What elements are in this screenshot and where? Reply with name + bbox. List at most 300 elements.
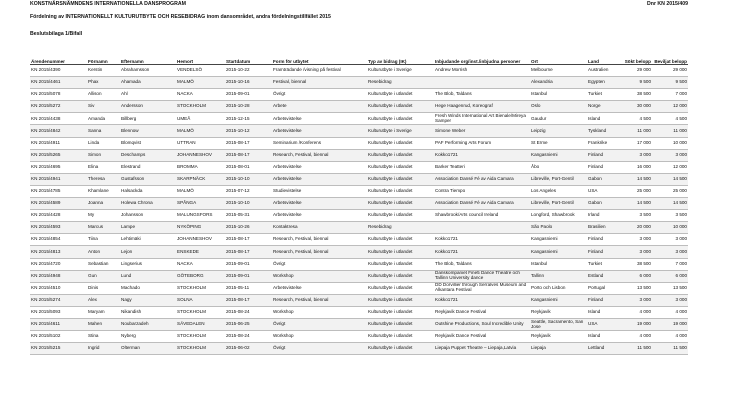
cell-efternamn: Lingserius bbox=[120, 258, 176, 270]
cell-efternamn: Billberg bbox=[120, 113, 176, 125]
cell-ort: Reykjavik bbox=[530, 331, 587, 343]
cell-ort: Kangasniemi bbox=[530, 149, 587, 161]
cell-fornamn: Gun bbox=[87, 270, 120, 282]
cell-beviljat: 3 000 bbox=[652, 246, 688, 258]
cell-startdatum: 2015-09-01 bbox=[225, 89, 272, 101]
cell-startdatum: 2015-08-17 bbox=[225, 149, 272, 161]
table-row bbox=[30, 198, 688, 210]
cell-beviljat: 12 000 bbox=[652, 101, 688, 113]
cell-inbjudande: The Blob, Taldans bbox=[434, 258, 530, 270]
table-row bbox=[30, 77, 688, 89]
cell-sokt: 11 500 bbox=[616, 343, 652, 355]
cell-sokt: 9 500 bbox=[616, 77, 652, 89]
cell-sokt: 3 000 bbox=[616, 149, 652, 161]
cell-efternamn: Ahamada bbox=[120, 77, 176, 89]
cell-arendenummer: KN 2015/4589 bbox=[30, 198, 87, 210]
cell-form: Arbetsvistelse bbox=[272, 161, 367, 173]
cell-sokt: 4 500 bbox=[616, 113, 652, 125]
col-header-arendenummer: Ärendenummer bbox=[30, 49, 87, 65]
cell-efternamn: Lampe bbox=[120, 222, 176, 234]
cell-sokt: 11 000 bbox=[616, 125, 652, 137]
cell-ort: Istanbul bbox=[530, 89, 587, 101]
cell-ort: Melbourne bbox=[530, 65, 587, 77]
cell-form: Arbetsvistelse bbox=[272, 173, 367, 185]
cell-form: Övrigt bbox=[272, 343, 367, 355]
cell-land: Island bbox=[587, 306, 616, 318]
cell-beviljat: 3 500 bbox=[652, 210, 688, 222]
table-row bbox=[30, 318, 688, 330]
table-row bbox=[30, 246, 688, 258]
cell-arendenummer: KN 2015/4948 bbox=[30, 270, 87, 282]
cell-arendenummer: KN 2015/4593 bbox=[30, 222, 87, 234]
cell-inbjudande: Association Dansé Fé av Aida Camara bbox=[434, 173, 530, 185]
table-row bbox=[30, 282, 688, 294]
cell-efternamn: Lund bbox=[120, 270, 176, 282]
cell-hemort: SOLNA bbox=[176, 294, 225, 306]
cell-hemort: BROMMA bbox=[176, 161, 225, 173]
cell-efternamn: Machado bbox=[120, 282, 176, 294]
cell-land: Lettland bbox=[587, 343, 616, 355]
cell-hemort: SKARPNÄCK bbox=[176, 173, 225, 185]
table-row bbox=[30, 270, 688, 282]
cell-sokt: 19 000 bbox=[616, 318, 652, 330]
col-header-land: Land bbox=[587, 49, 616, 65]
cell-inbjudande: Fresh Winds International Art Bienale/Mireya Samper bbox=[434, 113, 530, 125]
cell-typ: Kulturutbyte i utlandet bbox=[367, 161, 434, 173]
cell-ort: Liepaja bbox=[530, 343, 587, 355]
cell-typ: Kulturutbyte i utlandet bbox=[367, 282, 434, 294]
cell-startdatum: 2015-08-24 bbox=[225, 306, 272, 318]
cell-typ: Kulturutbyte i utlandet bbox=[367, 343, 434, 355]
cell-hemort: NACKA bbox=[176, 258, 225, 270]
cell-efternamn: Lehtimäki bbox=[120, 234, 176, 246]
cell-arendenummer: KN 2015/4785 bbox=[30, 185, 87, 197]
cell-land: Finland bbox=[587, 294, 616, 306]
cell-startdatum: 2015-10-10 bbox=[225, 173, 272, 185]
table-row bbox=[30, 185, 688, 197]
cell-inbjudande: Barker Teatteri bbox=[434, 161, 530, 173]
cell-ort: Los Angeles bbox=[530, 185, 587, 197]
cell-ort: Kangasniemi bbox=[530, 234, 587, 246]
cell-land: Finland bbox=[587, 161, 616, 173]
cell-beviljat: 9 500 bbox=[652, 77, 688, 89]
cell-sokt: 3 000 bbox=[616, 234, 652, 246]
cell-land: Turkiet bbox=[587, 258, 616, 270]
cell-form: Arbetsvistelse bbox=[272, 125, 367, 137]
cell-fornamn: Dinis bbox=[87, 282, 120, 294]
cell-fornamn: Joanna bbox=[87, 198, 120, 210]
cell-startdatum: 2015-08-24 bbox=[225, 331, 272, 343]
cell-typ: Resebidrag bbox=[367, 222, 434, 234]
cell-form: Övrigt bbox=[272, 318, 367, 330]
cell-inbjudande: Hege Haagenrud, Koreograf bbox=[434, 101, 530, 113]
cell-efternamn: Blomqvist bbox=[120, 137, 176, 149]
cell-ort: Tallinn bbox=[530, 270, 587, 282]
cell-form: Research, Festival, biennal bbox=[272, 149, 367, 161]
cell-startdatum: 2015-10-22 bbox=[225, 65, 272, 77]
cell-startdatum: 2015-05-31 bbox=[225, 210, 272, 222]
col-header-startdatum: Startdatum bbox=[225, 49, 272, 65]
cell-startdatum: 2015-05-11 bbox=[225, 282, 272, 294]
table-row bbox=[30, 222, 688, 234]
cell-form: Seminarium /Konferens bbox=[272, 137, 367, 149]
cell-arendenummer: KN 2015/5274 bbox=[30, 294, 87, 306]
cell-sokt: 29 000 bbox=[616, 65, 652, 77]
cell-form: Research, Festival, biennal bbox=[272, 234, 367, 246]
cell-form: Arbetsvistelse bbox=[272, 282, 367, 294]
cell-startdatum: 2015-06-02 bbox=[225, 343, 272, 355]
cell-hemort: UMEÅ bbox=[176, 113, 225, 125]
cell-beviljat: 3 000 bbox=[652, 149, 688, 161]
cell-arendenummer: KN 2015/5272 bbox=[30, 101, 87, 113]
cell-land: Finland bbox=[587, 234, 616, 246]
cell-inbjudande: Andrew Morrish bbox=[434, 65, 530, 77]
cell-typ: Kulturutbyte i utlandet bbox=[367, 331, 434, 343]
table-row bbox=[30, 65, 688, 77]
cell-typ: Kulturutbyte i utlandet bbox=[367, 185, 434, 197]
cell-beviljat: 13 500 bbox=[652, 282, 688, 294]
cell-sokt: 6 000 bbox=[616, 270, 652, 282]
cell-land: Finland bbox=[587, 149, 616, 161]
cell-startdatum: 2015-06-25 bbox=[225, 318, 272, 330]
cell-typ: Kulturutbyte i utlandet bbox=[367, 89, 434, 101]
cell-fornamn: Sanna bbox=[87, 125, 120, 137]
cell-land: Egypten bbox=[587, 77, 616, 89]
table-row bbox=[30, 125, 688, 137]
cell-startdatum: 2015-08-17 bbox=[225, 246, 272, 258]
cell-form: Workshop bbox=[272, 306, 367, 318]
cell-land: Brasilien bbox=[587, 222, 616, 234]
cell-ort: Seattle, Sacramento, San Jose bbox=[530, 318, 587, 330]
cell-sokt: 30 000 bbox=[616, 101, 652, 113]
cell-ort: Alexandria bbox=[530, 77, 587, 89]
cell-beviljat: 29 000 bbox=[652, 65, 688, 77]
cell-beviljat: 4 000 bbox=[652, 331, 688, 343]
cell-typ: Kulturutbyte i Sverige bbox=[367, 125, 434, 137]
cell-typ: Kulturutbyte i utlandet bbox=[367, 294, 434, 306]
cell-startdatum: 2015-10-26 bbox=[225, 222, 272, 234]
cell-form: Övrigt bbox=[272, 258, 367, 270]
cell-fornamn: Maryam bbox=[87, 306, 120, 318]
col-header-hemort: Hemort bbox=[176, 49, 225, 65]
cell-ort: São Paolo bbox=[530, 222, 587, 234]
col-header-inbjudande: Inbjudande org/inst./inbjudna personer bbox=[434, 49, 530, 65]
cell-hemort: SÄVEDALEN bbox=[176, 318, 225, 330]
document-subtitle: Fördelning av INTERNATIONELLT KULTURUTBYTE OCH RESEBIDRAG inom dansområdet, andra fördelningstillfället 2015 bbox=[30, 14, 331, 20]
cell-arendenummer: KN 2015/4813 bbox=[30, 246, 87, 258]
cell-efternamn: Nagy bbox=[120, 294, 176, 306]
cell-fornamn: Ingrid bbox=[87, 343, 120, 355]
cell-form: Festival, biennal bbox=[272, 77, 367, 89]
cell-typ: Resebidrag bbox=[367, 77, 434, 89]
cell-form: Arbetsvistelse bbox=[272, 113, 367, 125]
cell-sokt: 13 500 bbox=[616, 282, 652, 294]
grants-table bbox=[30, 49, 688, 355]
cell-inbjudande bbox=[434, 222, 530, 234]
cell-efternamn: Olterman bbox=[120, 343, 176, 355]
cell-typ: Kulturutbyte i Sverige bbox=[367, 65, 434, 77]
cell-ort: Oslo bbox=[530, 101, 587, 113]
cell-efternamn: Abrahamsson bbox=[120, 65, 176, 77]
cell-ort: Åbo bbox=[530, 161, 587, 173]
cell-beviljat: 4 000 bbox=[652, 306, 688, 318]
cell-beviljat: 10 000 bbox=[652, 137, 688, 149]
cell-hemort: NACKA bbox=[176, 89, 225, 101]
cell-efternamn: Deschamps bbox=[120, 149, 176, 161]
cell-typ: Kulturutbyte i utlandet bbox=[367, 306, 434, 318]
cell-beviljat: 4 500 bbox=[652, 113, 688, 125]
cell-beviljat: 25 000 bbox=[652, 185, 688, 197]
cell-arendenummer: KN 2015/4611 bbox=[30, 318, 87, 330]
cell-land: Gabon bbox=[587, 173, 616, 185]
cell-land: USA bbox=[587, 318, 616, 330]
cell-arendenummer: KN 2015/4438 bbox=[30, 113, 87, 125]
cell-typ: Kulturutbyte i utlandet bbox=[367, 149, 434, 161]
cell-inbjudande: Simone Weber bbox=[434, 125, 530, 137]
cell-land: Finland bbox=[587, 246, 616, 258]
cell-efternamn: Elestrand bbox=[120, 161, 176, 173]
col-header-efternamn: Efternamn bbox=[120, 49, 176, 65]
cell-arendenummer: KN 2015/5102 bbox=[30, 331, 87, 343]
cell-arendenummer: KN 2015/4461 bbox=[30, 77, 87, 89]
cell-arendenummer: KN 2015/4720 bbox=[30, 258, 87, 270]
cell-fornamn: Elina bbox=[87, 161, 120, 173]
cell-inbjudande: Reykjavik Dance Festival bbox=[434, 306, 530, 318]
cell-inbjudande: PAF Performing Arts Forum bbox=[434, 137, 530, 149]
cell-startdatum: 2015-12-15 bbox=[225, 113, 272, 125]
cell-inbjudande: Danskompaniet Fine5 Dance Theatre och Tallinn University dance bbox=[434, 270, 530, 282]
cell-sokt: 25 000 bbox=[616, 185, 652, 197]
cell-sokt: 3 000 bbox=[616, 294, 652, 306]
cell-startdatum: 2015-10-12 bbox=[225, 125, 272, 137]
cell-hemort: STOCKHOLM bbox=[176, 331, 225, 343]
cell-hemort: MALMÖ bbox=[176, 185, 225, 197]
cell-fornamn: Anton bbox=[87, 246, 120, 258]
cell-land: Island bbox=[587, 331, 616, 343]
cell-beviljat: 14 500 bbox=[652, 173, 688, 185]
cell-land: Portugal bbox=[587, 282, 616, 294]
table-row bbox=[30, 234, 688, 246]
cell-ort: Reykjavik bbox=[530, 306, 587, 318]
cell-hemort: ENSKEDE bbox=[176, 246, 225, 258]
cell-ort: Kangasniemi bbox=[530, 246, 587, 258]
cell-efternamn: Blennow bbox=[120, 125, 176, 137]
table-header-row bbox=[30, 49, 688, 65]
cell-hemort: MALMÖ bbox=[176, 77, 225, 89]
table-row bbox=[30, 89, 688, 101]
cell-startdatum: 2015-10-16 bbox=[225, 77, 272, 89]
table-row bbox=[30, 113, 688, 125]
cell-fornamn: Allison bbox=[87, 89, 120, 101]
cell-form: Arbetsvistelse bbox=[272, 198, 367, 210]
cell-efternamn: Ahl bbox=[120, 89, 176, 101]
cell-typ: Kulturutbyte i utlandet bbox=[367, 101, 434, 113]
cell-land: USA bbox=[587, 185, 616, 197]
cell-inbjudande: Kokko1721 bbox=[434, 234, 530, 246]
cell-fornamn: Khamlane bbox=[87, 185, 120, 197]
table-row bbox=[30, 210, 688, 222]
table-row bbox=[30, 331, 688, 343]
cell-fornamn: Tiina bbox=[87, 234, 120, 246]
cell-efternamn: Johansson bbox=[120, 210, 176, 222]
cell-ort: Istanbul bbox=[530, 258, 587, 270]
cell-sokt: 4 000 bbox=[616, 306, 652, 318]
table-row bbox=[30, 137, 688, 149]
cell-fornamn: My bbox=[87, 210, 120, 222]
cell-form: Workshop bbox=[272, 270, 367, 282]
cell-land: Irland bbox=[587, 210, 616, 222]
cell-typ: Kulturutbyte i utlandet bbox=[367, 210, 434, 222]
org-title: KONSTNÄRSNÄMNDENS INTERNATIONELLA DANSPROGRAM bbox=[30, 1, 186, 7]
cell-startdatum: 2015-08-01 bbox=[225, 161, 272, 173]
cell-beviljat: 19 000 bbox=[652, 318, 688, 330]
cell-fornamn: Alex bbox=[87, 294, 120, 306]
cell-startdatum: 2015-10-28 bbox=[225, 101, 272, 113]
cell-typ: Kulturutbyte i utlandet bbox=[367, 113, 434, 125]
cell-form: Kontaktresa bbox=[272, 222, 367, 234]
cell-sokt: 20 000 bbox=[616, 222, 652, 234]
cell-startdatum: 2015-08-17 bbox=[225, 137, 272, 149]
cell-fornamn: Kerstin bbox=[87, 65, 120, 77]
cell-beviljat: 6 000 bbox=[652, 270, 688, 282]
cell-sokt: 3 500 bbox=[616, 210, 652, 222]
cell-form: Framträdande /visning på festival bbox=[272, 65, 367, 77]
cell-arendenummer: KN 2015/4428 bbox=[30, 210, 87, 222]
cell-arendenummer: KN 2015/4842 bbox=[30, 125, 87, 137]
cell-sokt: 14 500 bbox=[616, 198, 652, 210]
table-row bbox=[30, 343, 688, 355]
cell-efternamn: Halsackda bbox=[120, 185, 176, 197]
cell-land: Gabon bbox=[587, 198, 616, 210]
cell-ort: Kangasniemi bbox=[530, 294, 587, 306]
cell-typ: Kulturutbyte i utlandet bbox=[367, 246, 434, 258]
cell-arendenummer: KN 2015/4695 bbox=[30, 161, 87, 173]
cell-beviljat: 7 000 bbox=[652, 258, 688, 270]
cell-land: Island bbox=[587, 113, 616, 125]
cell-typ: Kulturutbyte i utlandet bbox=[367, 234, 434, 246]
cell-form: Studievistelse bbox=[272, 185, 367, 197]
cell-hemort: UTTRAN bbox=[176, 137, 225, 149]
cell-sokt: 17 000 bbox=[616, 137, 652, 149]
cell-sokt: 4 000 bbox=[616, 331, 652, 343]
cell-efternamn: Gustafsson bbox=[120, 173, 176, 185]
cell-sokt: 3 000 bbox=[616, 246, 652, 258]
cell-fornamn: Marcus bbox=[87, 222, 120, 234]
cell-inbjudande: Outshine Productions, Soul Incredible Unity bbox=[434, 318, 530, 330]
cell-inbjudande: Kokko1721 bbox=[434, 246, 530, 258]
cell-fornamn: Linda bbox=[87, 137, 120, 149]
cell-arendenummer: KN 2015/5078 bbox=[30, 89, 87, 101]
cell-hemort: MALUNGSFORS bbox=[176, 210, 225, 222]
cell-land: Turkiet bbox=[587, 89, 616, 101]
cell-beviljat: 11 000 bbox=[652, 125, 688, 137]
cell-hemort: STOCKHOLM bbox=[176, 282, 225, 294]
cell-ort: Leipzig bbox=[530, 125, 587, 137]
cell-inbjudande: Liepaja Puppet Theatre – Liepaja,Latvia bbox=[434, 343, 530, 355]
cell-fornamn: Phax bbox=[87, 77, 120, 89]
cell-arendenummer: KN 2015/4911 bbox=[30, 137, 87, 149]
cell-fornamn: Theresa bbox=[87, 173, 120, 185]
cell-efternamn: Holewa Chrona bbox=[120, 198, 176, 210]
cell-arendenummer: KN 2015/4854 bbox=[30, 234, 87, 246]
cell-land: Frankrike bbox=[587, 137, 616, 149]
cell-hemort: NYKÖPING bbox=[176, 222, 225, 234]
cell-typ: Kulturutbyte i utlandet bbox=[367, 258, 434, 270]
cell-typ: Kulturutbyte i utlandet bbox=[367, 270, 434, 282]
dnr-number: Dnr KN 2015/409 bbox=[647, 1, 688, 7]
cell-beviljat: 12 000 bbox=[652, 161, 688, 173]
cell-beviljat: 10 000 bbox=[652, 222, 688, 234]
cell-typ: Kulturutbyte i utlandet bbox=[367, 318, 434, 330]
col-header-beviljat: Beviljat belopp bbox=[652, 49, 688, 65]
cell-form: Research, Festival, biennal bbox=[272, 246, 367, 258]
cell-sokt: 14 500 bbox=[616, 173, 652, 185]
cell-arendenummer: KN 2015/5265 bbox=[30, 149, 87, 161]
cell-startdatum: 2015-10-10 bbox=[225, 198, 272, 210]
cell-typ: Kulturutbyte i utlandet bbox=[367, 137, 434, 149]
cell-arendenummer: KN 2015/4941 bbox=[30, 173, 87, 185]
cell-inbjudande: Reykjavik Dance Festival bbox=[434, 331, 530, 343]
cell-hemort: SPÅNGA bbox=[176, 198, 225, 210]
cell-fornamn: Mahen bbox=[87, 318, 120, 330]
cell-startdatum: 2015-09-01 bbox=[225, 258, 272, 270]
cell-sokt: 16 000 bbox=[616, 161, 652, 173]
col-header-form: Form för utbytet bbox=[272, 49, 367, 65]
cell-ort: Longford, Shawbrook bbox=[530, 210, 587, 222]
cell-fornamn: Simon bbox=[87, 149, 120, 161]
cell-ort: Libreville, Port-Gentil bbox=[530, 173, 587, 185]
cell-form: Workshop bbox=[272, 331, 367, 343]
cell-form: Arbete bbox=[272, 101, 367, 113]
cell-fornamn: Sebastian bbox=[87, 258, 120, 270]
col-header-fornamn: Förnamn bbox=[87, 49, 120, 65]
cell-hemort: JOHANNESHOV bbox=[176, 149, 225, 161]
col-header-typ: Typ av bidrag (IK) bbox=[367, 49, 434, 65]
cell-arendenummer: KN 2015/5093 bbox=[30, 306, 87, 318]
table-row bbox=[30, 161, 688, 173]
cell-startdatum: 2015-09-01 bbox=[225, 270, 272, 282]
table-row bbox=[30, 149, 688, 161]
cell-beviljat: 3 000 bbox=[652, 234, 688, 246]
cell-beviljat: 11 500 bbox=[652, 343, 688, 355]
cell-hemort: STOCKHOLM bbox=[176, 306, 225, 318]
col-header-ort: Ort bbox=[530, 49, 587, 65]
cell-startdatum: 2015-08-17 bbox=[225, 294, 272, 306]
cell-ort: Libreville, Port-Gentil bbox=[530, 198, 587, 210]
cell-arendenummer: KN 2015/4390 bbox=[30, 65, 87, 77]
cell-arendenummer: KN 2015/5215 bbox=[30, 343, 87, 355]
cell-efternamn: Lejon bbox=[120, 246, 176, 258]
cell-inbjudande: DD Dorvillier through Serralves Museum and Alkantara Festival bbox=[434, 282, 530, 294]
cell-ort: Porto och Lisbon bbox=[530, 282, 587, 294]
cell-beviljat: 14 500 bbox=[652, 198, 688, 210]
cell-typ: Kulturutbyte i utlandet bbox=[367, 173, 434, 185]
cell-sokt: 38 500 bbox=[616, 89, 652, 101]
col-header-sokt: Sökt belopp bbox=[616, 49, 652, 65]
cell-fornamn: Stina bbox=[87, 331, 120, 343]
cell-beviljat: 3 000 bbox=[652, 294, 688, 306]
cell-hemort: JOHANNESHOV bbox=[176, 234, 225, 246]
cell-fornamn: Siv bbox=[87, 101, 120, 113]
cell-ort: St Erme bbox=[530, 137, 587, 149]
cell-efternamn: Nyberg bbox=[120, 331, 176, 343]
cell-inbjudande bbox=[434, 77, 530, 89]
cell-startdatum: 2015-08-17 bbox=[225, 234, 272, 246]
cell-land: Estland bbox=[587, 270, 616, 282]
cell-form: Övrigt bbox=[272, 89, 367, 101]
cell-land: Australien bbox=[587, 65, 616, 77]
cell-beviljat: 7 000 bbox=[652, 89, 688, 101]
